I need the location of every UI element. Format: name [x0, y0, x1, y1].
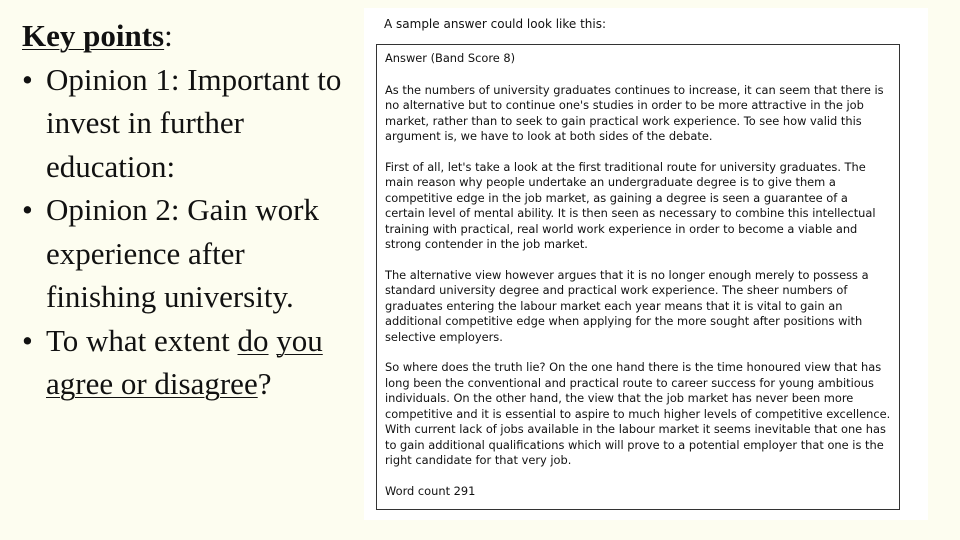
word-count: Word count 291: [385, 483, 476, 498]
answer-paragraph-3: The alternative view however argues that it is no longer enough merely to possess a standard university degree and practical work experience. The sheer numbers of graduates entering the labour market each year means that it is vital to gain an additional competitive edge when applying for the more sought after positions with selective employers.: [385, 267, 869, 344]
sample-answer-image: [364, 8, 928, 520]
list-item: [22, 319, 352, 406]
answer-box: [376, 44, 900, 510]
list-item: [22, 58, 352, 189]
bullet-icon: •: [22, 192, 33, 227]
bullet-icon: •: [22, 61, 33, 97]
key-points-title: Key points: [22, 18, 165, 53]
answer-paragraph-1: As the numbers of university graduates continues to increase, it can seem that there is no alternative but to continue one's studies in order to be more attractive in the job market, rather than to seek to gain practical work experience. To see how valid this argument is, we have to look at both sides of the debate.: [385, 82, 884, 143]
question-underlined-agree: you agree or disagree: [46, 322, 323, 401]
key-points-panel: [22, 14, 352, 406]
sample-answer-title: A sample answer could look like this:: [384, 17, 607, 31]
answer-heading: Answer (Band Score 8): [385, 51, 516, 65]
key-points-list: [22, 58, 352, 406]
opinion-1-text: Opinion 1: Important to invest in further education:: [46, 61, 342, 184]
list-item: [22, 188, 352, 319]
answer-paragraph-4: So where does the truth lie? On the one hand there is the time honoured view that has long been the conventional and practical route to career success for young ambitious individuals. On the other hand, the view that the job market has never been more competitive and it is essential to aspire to much higher levels of competitive excellence. With current lack of jobs available in the labour market it seems inevitable that one has to gain additional qualifications which will prove to a potential employer that one is the right candidate for that very job.: [385, 360, 891, 467]
opinion-2-text: Opinion 2: Gain work experience after finishing university.: [46, 192, 319, 314]
question-prefix: To what extent: [46, 322, 238, 358]
question-underlined-do: do: [237, 322, 269, 358]
heading-colon: :: [164, 18, 173, 53]
question-end: ?: [257, 366, 272, 401]
bullet-icon: •: [22, 322, 33, 358]
answer-paragraph-2: First of all, let's take a look at the first traditional route for university graduates. The main reason why people undertake an undergraduate degree is to give them a competitive edge in the job market, as gaining a degree is seen a guarantee of a certain level of mental ability. It is then seen as necessary to combine this intellectual training with practical, real world work experience in order to become a viable and strong contender in the job market.: [385, 159, 876, 251]
key-points-heading: [22, 14, 352, 58]
